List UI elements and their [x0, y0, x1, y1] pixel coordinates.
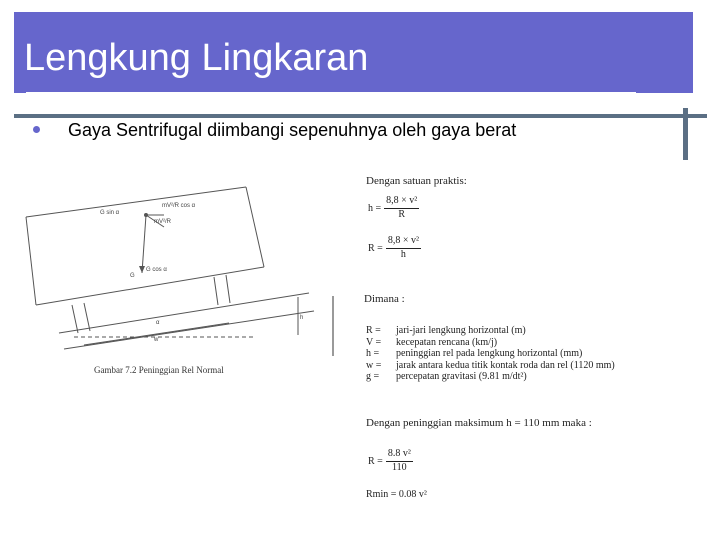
- label-alpha: α: [156, 320, 160, 326]
- heading-praktis: Dengan satuan praktis:: [366, 175, 467, 187]
- wheel-left-2: [84, 303, 90, 331]
- equation-h-denominator: R: [398, 209, 406, 220]
- heading-maksimum: Dengan peninggian maksimum h = 110 mm maka :: [366, 417, 592, 429]
- wheel-right: [214, 277, 218, 305]
- definition-row: [366, 360, 615, 372]
- equation-r-fraction: [386, 235, 421, 261]
- figure-caption: Gambar 7.2 Peninggian Rel Normal: [94, 365, 224, 375]
- label-mv2: mV²/R: [154, 219, 171, 225]
- label-g: G: [130, 273, 135, 279]
- equation-h-numerator: 8,8 × v²: [384, 195, 419, 209]
- bullet-dot-icon: [33, 126, 40, 133]
- track-line-upper: [59, 293, 309, 333]
- equation-r: [368, 235, 421, 261]
- definition-list: [366, 325, 615, 383]
- definition-row: [366, 337, 615, 349]
- definition-symbol: R =: [366, 325, 381, 336]
- equation-h-lhs: h =: [368, 202, 382, 214]
- scanned-figure: [14, 165, 714, 540]
- definition-symbol: V =: [366, 336, 382, 348]
- definition-symbol: h =: [366, 348, 380, 359]
- equation-r-max-denominator: 110: [391, 462, 407, 473]
- track-line-lower: [64, 311, 314, 349]
- equation-r-max: [368, 448, 413, 474]
- equation-r-max-fraction: [386, 448, 413, 474]
- force-vertical: [142, 215, 146, 273]
- equation-r-denominator: h: [400, 249, 406, 260]
- definition-text: peninggian rel pada lengkung horizontal (mm): [396, 348, 583, 359]
- definition-text: kecepatan rencana (km/j): [396, 336, 498, 348]
- center-of-gravity: [144, 213, 148, 217]
- frame-right-accent: [683, 108, 688, 160]
- wheel-right-2: [226, 275, 230, 303]
- car-body-top: [26, 187, 246, 217]
- equation-h-fraction: [384, 195, 419, 221]
- force-arrow-down: [139, 266, 145, 273]
- equation-r-max-lhs: R =: [368, 455, 383, 467]
- bullet-text: Gaya Sentrifugal diimbangi sepenuhnya oleh gaya berat: [68, 120, 517, 140]
- definition-symbol: g =: [366, 371, 380, 382]
- label-g-cos: G cos α: [146, 267, 167, 273]
- equation-r-lhs: R =: [368, 242, 383, 254]
- equation-h: [368, 195, 419, 221]
- car-body-right: [246, 187, 264, 267]
- label-h: h: [300, 315, 304, 321]
- wheel-left: [72, 305, 78, 333]
- car-body-left: [26, 217, 36, 305]
- label-mv2-cos: mV²/R cos α: [162, 203, 196, 209]
- title-underline: [26, 92, 636, 96]
- definition-text: jari-jari lengkung horizontal (m): [396, 325, 526, 336]
- label-g-sin: G sin α: [100, 210, 120, 216]
- definition-text: percepatan gravitasi (9.81 m/dt²): [396, 371, 527, 382]
- title-bar-shadow: [14, 114, 707, 118]
- slide-title: Lengkung Lingkaran: [24, 37, 369, 79]
- definition-text: jarak antara kedua titik kontak roda dan rel (1120 mm): [396, 359, 615, 371]
- definition-row: [366, 325, 615, 337]
- heading-dimana: Dimana :: [364, 293, 405, 305]
- cant-diagram: [14, 165, 334, 365]
- equation-r-numerator: 8,8 × v²: [386, 235, 421, 249]
- equation-r-max-numerator: 8.8 v²: [386, 448, 413, 462]
- definition-row: [366, 348, 615, 360]
- definition-row: [366, 371, 615, 383]
- scan-divider: [332, 296, 334, 356]
- label-w: w: [154, 337, 159, 343]
- equation-rmin: Rmin = 0.08 v²: [366, 489, 427, 500]
- definition-symbol: w =: [366, 359, 382, 371]
